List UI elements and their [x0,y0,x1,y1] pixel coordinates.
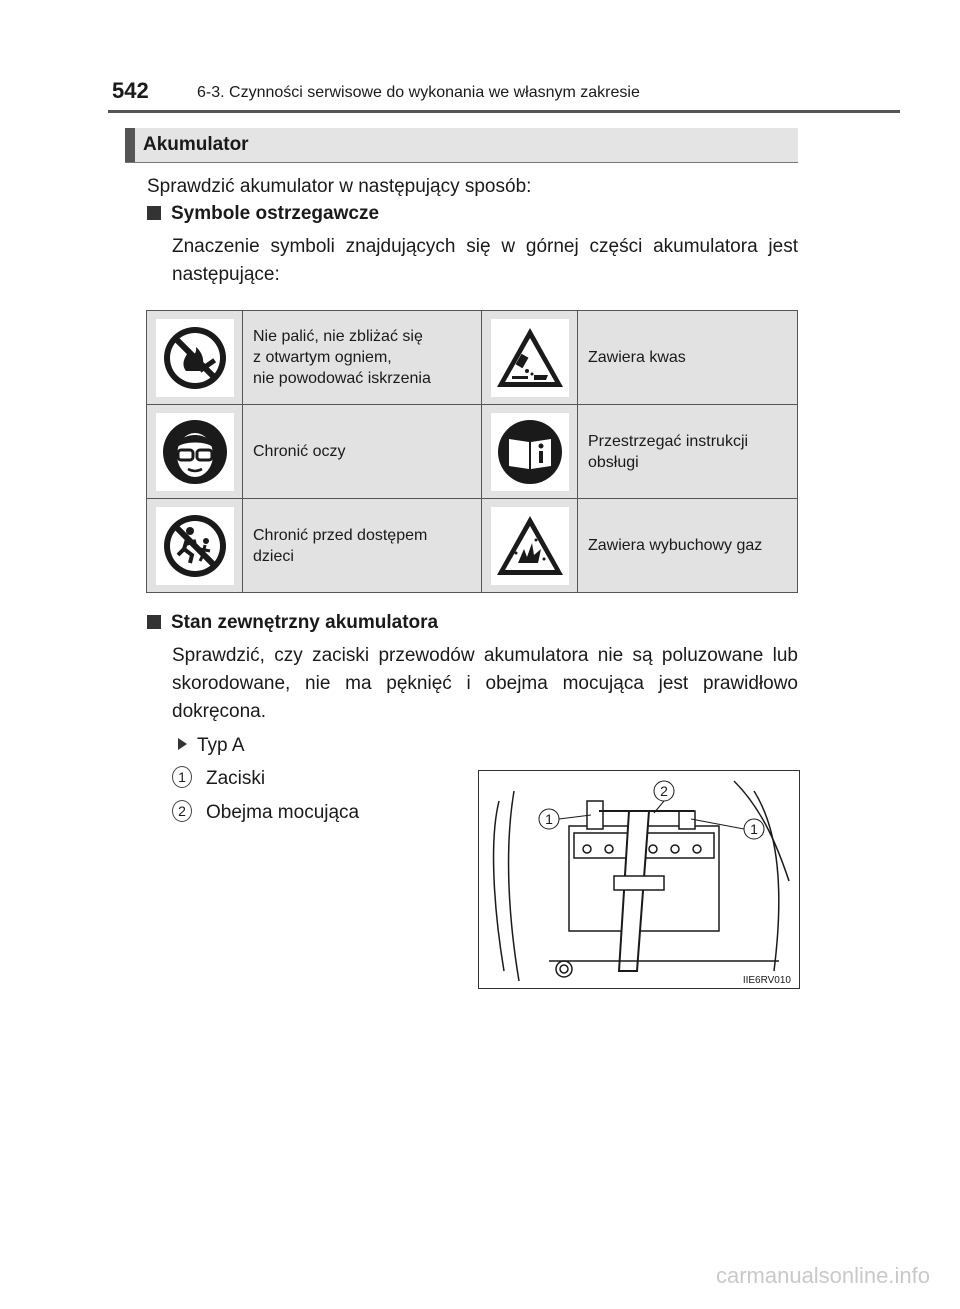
figure-marker: 1 [750,821,758,837]
page-number: 542 [112,78,149,103]
callout-number: 2 [172,800,192,822]
section-accent [125,128,135,162]
symbol-label: Chronić przed dostępem dzieci [253,526,428,565]
eye-protection-icon [156,413,234,491]
symbol-label: Chronić oczy [253,443,346,460]
battery-drawing [479,771,799,988]
callout-number: 1 [172,766,192,788]
section-header [125,128,798,162]
keep-children-away-icon [156,507,234,585]
symbols-heading: Symbole ostrzegawcze [147,203,379,225]
header-rule [108,110,900,113]
table-row [147,499,798,593]
symbols-paragraph: Znaczenie symboli znajdujących się w górnej części akumulatora jest następujące: [172,236,798,285]
symbol-label: Zawiera kwas [588,349,686,366]
condition-paragraph: Sprawdzić, czy zaciski przewodów akumulatora nie są poluzowane lub skorodowane, nie ma pęknięć i obejma mocująca jest prawidłowo dokręcona. [172,645,798,722]
square-bullet-icon [147,615,161,629]
symbol-label: Przestrzegać instrukcji obsługi [588,432,749,471]
callout-item: 1 Zaciski [172,766,265,790]
section-title: Akumulator [143,134,249,155]
warning-symbols-table [146,310,798,593]
intro-text: Sprawdzić akumulator w następujący sposób: [147,176,532,197]
figure-marker: 2 [660,783,668,799]
watermark: carmanualsonline.info [715,1263,930,1288]
chapter-title: 6-3. Czynności serwisowe do wykonania we własnym zakresie [197,84,640,101]
battery-illustration [478,770,800,989]
triangle-arrow-icon [178,738,187,750]
symbol-label: Zawiera wybuchowy gaz [588,537,763,554]
no-fire-icon [156,319,234,397]
type-label: Typ A [178,735,245,757]
read-manual-icon [491,413,569,491]
square-bullet-icon [147,206,161,220]
table-row [147,405,798,499]
figure-marker: 1 [545,811,553,827]
callout-item: 2 Obejma mocująca [172,800,359,824]
table-row [147,311,798,405]
condition-heading: Stan zewnętrzny akumulatora [147,612,438,634]
section-rule [125,162,798,163]
figure-code: IIE6RV010 [742,975,791,986]
explosive-gas-icon [491,507,569,585]
symbol-label: Nie palić, nie zbliżać się z otwartym ogniem, nie powodować iskrzenia [253,328,431,387]
acid-warning-icon [491,319,569,397]
